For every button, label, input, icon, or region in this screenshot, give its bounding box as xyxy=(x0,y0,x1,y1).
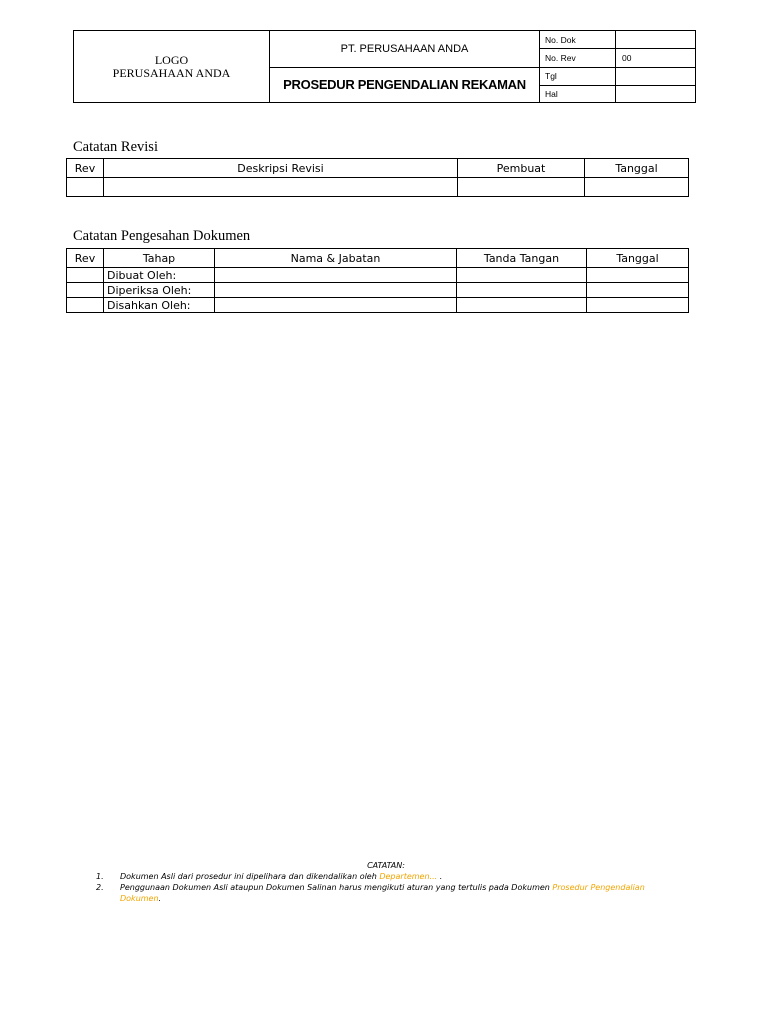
revision-cell-author[interactable] xyxy=(458,178,585,197)
logo-line-1: LOGO xyxy=(154,52,189,67)
revision-col-description: Deskripsi Revisi xyxy=(104,159,458,178)
approval-table xyxy=(66,248,689,313)
approval-cell-date[interactable] xyxy=(587,283,689,298)
approval-header-row xyxy=(67,249,689,268)
meta-value-doc-no xyxy=(616,31,696,49)
approval-col-signature: Tanda Tangan xyxy=(457,249,587,268)
approval-cell-rev[interactable] xyxy=(67,298,104,313)
note-text-main: Dokumen Asli dari prosedur ini dipelihara dan dikendalikan oleh xyxy=(120,872,380,881)
note-highlight: Departemen... xyxy=(379,872,438,881)
note-text-main: Penggunaan Dokumen Asli ataupun Dokumen Salinan harus mengikuti aturan yang tertulis pada Dokumen xyxy=(120,883,553,892)
revision-cell-rev[interactable] xyxy=(67,178,104,197)
approval-stage-checked: Diperiksa Oleh: xyxy=(104,283,215,298)
company-logo-placeholder xyxy=(74,31,270,103)
table-row xyxy=(67,283,689,298)
note-text xyxy=(120,871,676,882)
list-item xyxy=(96,871,676,882)
approval-cell-date[interactable] xyxy=(587,268,689,283)
revision-header-row xyxy=(67,159,689,178)
table-row xyxy=(67,298,689,313)
approval-col-rev: Rev xyxy=(67,249,104,268)
meta-label-rev-no: No. Rev xyxy=(540,49,616,67)
document-title: PROSEDUR PENGENDALIAN REKAMAN xyxy=(270,67,540,103)
approval-cell-signature[interactable] xyxy=(457,298,587,313)
revision-section-title: Catatan Revisi xyxy=(73,139,158,155)
approval-cell-signature[interactable] xyxy=(457,283,587,298)
note-text xyxy=(120,882,676,904)
approval-cell-rev[interactable] xyxy=(67,283,104,298)
revision-col-date: Tanggal xyxy=(585,159,689,178)
note-text-end: . xyxy=(437,872,443,881)
meta-label-date: Tgl xyxy=(540,67,616,85)
table-row xyxy=(67,268,689,283)
company-name: PT. PERUSAHAAN ANDA xyxy=(270,31,540,68)
approval-col-stage: Tahap xyxy=(104,249,215,268)
meta-value-page xyxy=(616,85,696,102)
note-highlight: Prosedur Pengendalian Dokumen xyxy=(120,883,645,903)
meta-value-rev-no: 00 xyxy=(616,49,696,67)
note-number: 1. xyxy=(96,872,104,881)
revision-col-author: Pembuat xyxy=(458,159,585,178)
approval-stage-approved: Disahkan Oleh: xyxy=(104,298,215,313)
approval-cell-date[interactable] xyxy=(587,298,689,313)
meta-label-doc-no: No. Dok xyxy=(540,31,616,49)
logo-line-2: PERUSAHAAN ANDA xyxy=(112,65,231,80)
approval-section-title: Catatan Pengesahan Dokumen xyxy=(73,228,251,244)
revision-cell-date[interactable] xyxy=(585,178,689,197)
approval-cell-signature[interactable] xyxy=(457,268,587,283)
approval-col-date: Tanggal xyxy=(587,249,689,268)
approval-cell-name[interactable] xyxy=(215,283,457,298)
note-number: 2. xyxy=(96,883,104,892)
note-text-end: . xyxy=(158,894,162,903)
table-row xyxy=(67,178,689,197)
notes-title: CATATAN: xyxy=(367,861,405,870)
meta-label-page: Hal xyxy=(540,85,616,102)
document-header xyxy=(73,30,696,103)
approval-stage-created: Dibuat Oleh: xyxy=(104,268,215,283)
notes-section xyxy=(96,860,676,904)
meta-value-date xyxy=(616,67,696,85)
approval-cell-name[interactable] xyxy=(215,298,457,313)
approval-cell-rev[interactable] xyxy=(67,268,104,283)
list-item xyxy=(96,882,676,904)
revision-cell-description[interactable] xyxy=(104,178,458,197)
revision-table xyxy=(66,158,689,197)
approval-col-name-title: Nama & Jabatan xyxy=(215,249,457,268)
revision-col-rev: Rev xyxy=(67,159,104,178)
approval-cell-name[interactable] xyxy=(215,268,457,283)
